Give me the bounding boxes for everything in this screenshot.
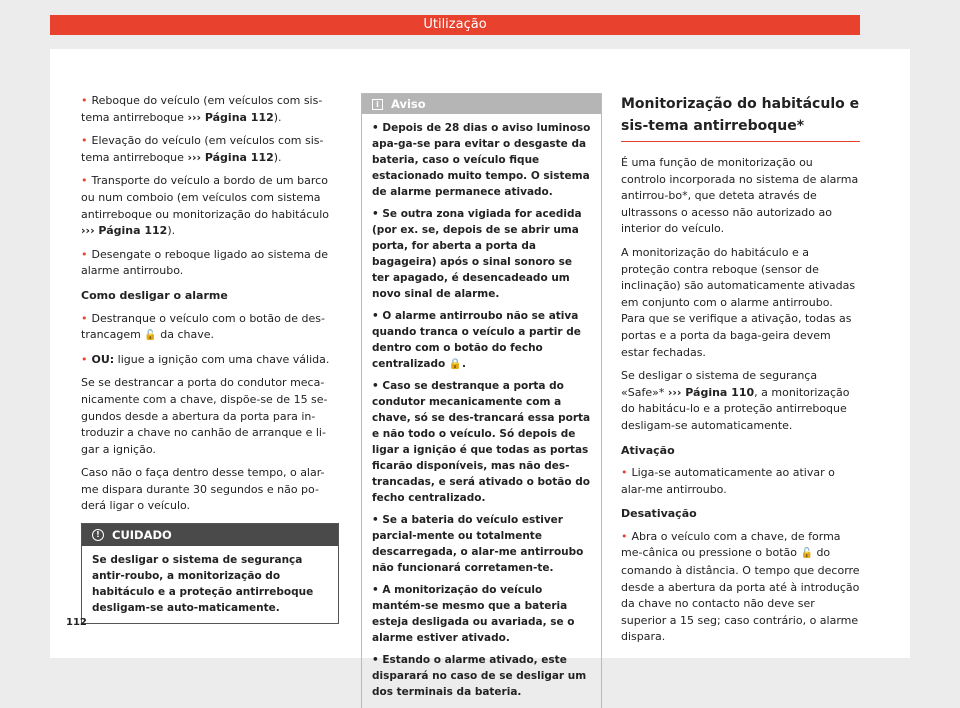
caution-title: CUIDADO — [112, 527, 172, 542]
list-item: • Transporte do veículo a bordo de um barco ou num comboio (em veículos com sistema antirreboque ou monitorização do habitáculo ››› Página 112). — [81, 174, 330, 238]
bullet-icon: • — [372, 514, 379, 526]
notice-header — [362, 94, 601, 114]
column-left — [81, 93, 339, 624]
column-middle — [361, 93, 602, 708]
bullet-icon: • — [81, 94, 88, 107]
list-item: • Se outra zona vigiada for acedida (por ex. se, depois de se abrir uma porta, for aberta a porta da bagageira) após o sinal sonoro se ter apagado, é desencadeado um novo sinal de alarme. — [372, 208, 582, 300]
lock-icon: 🔒 — [448, 358, 462, 370]
bullet-icon: • — [372, 122, 379, 134]
caution-text: Se desligar o sistema de segurança antir-roubo, a monitorização do habitáculo e a proteção antirreboque desligam-se auto-maticamente. — [92, 554, 314, 615]
info-icon: i — [372, 99, 383, 110]
subheading: Ativação — [621, 443, 675, 457]
unlock-icon: 🔓 — [800, 548, 813, 560]
list-item: • OU: ligue a ignição com uma chave válida. — [81, 352, 330, 366]
list-item: • Liga-se automaticamente ao ativar o alar-me antirroubo. — [621, 466, 835, 496]
list-item: • O alarme antirroubo não se ativa quando tranca o veículo a partir de dentro com o botão do fecho centralizado 🔒. — [372, 310, 581, 370]
paragraph: Se desligar o sistema de segurança «Safe»* ››› Página 110, a monitorização do habitácu-lo e a proteção antirreboque desligam-se automaticamente. — [621, 369, 850, 432]
subheading: Como desligar o alarme — [81, 288, 228, 302]
list-item: • Destranque o veículo com o botão de des-trancagem 🔓 da chave. — [81, 311, 339, 345]
unlock-icon: 🔓 — [144, 330, 157, 342]
paragraph: Se se destrancar a porta do condutor meca-nicamente com a chave, dispõe-se de 15 se-gundos desde a abertura da porta para in-troduzir a chave no canhão de arranque e li-gar a ignição. — [81, 376, 328, 456]
bullet-icon: • — [81, 174, 88, 188]
notice-body — [362, 114, 601, 708]
manual-page — [50, 49, 910, 698]
list-item: • Reboque do veículo (em veículos com sis-tema antirreboque ››› Página 112). — [81, 94, 323, 124]
list-item: • Depois de 28 dias o aviso luminoso apa-ga-se para evitar o desgaste da bateria, caso o veículo fique estacionado muito tempo. O sistema de alarme permanece ativado. — [372, 122, 591, 198]
list-item: • A monitorização do veículo mantém-se mesmo que a bateria esteja desligada ou avariada, se o alarme estiver ativado. — [372, 584, 575, 644]
notice-title: Aviso — [391, 96, 426, 111]
list-item: • Estando o alarme ativado, este disparará no caso de se desligar um dos terminais da bateria. — [372, 654, 587, 698]
caution-icon: ! — [92, 529, 104, 541]
page-reference[interactable]: ››› Página 112 — [81, 224, 168, 238]
list-item: • Elevação do veículo (em veículos com sis-tema antirreboque ››› Página 112). — [81, 134, 324, 164]
bullet-icon: • — [372, 208, 379, 220]
bullet-icon: • — [81, 247, 88, 261]
list-item: • Abra o veículo com a chave, de forma me-cânica ou pressione o botão 🔓 do comando à distância. O tempo que decorre desde a abertura da porta até à introdução da chave no contacto não deve ser superior a 15 seg; caso contrário, o alarme dispara. — [621, 529, 860, 644]
bullet-icon: • — [372, 654, 379, 666]
paragraph: A monitorização do habitáculo e a proteção contra reboque (sensor de inclinação) são automaticamente ativadas em conjunto com o alarme antirroubo. Para que se verifique a ativação, todas as portas e a porta da baga-geira devem estar fechadas. — [621, 245, 856, 359]
caution-header — [82, 524, 338, 546]
page-reference[interactable]: ››› Página 112 — [187, 110, 274, 124]
chapter-header — [50, 15, 860, 35]
bullet-icon: • — [372, 310, 379, 322]
page-number: 112 — [66, 617, 87, 628]
caution-box — [81, 523, 339, 624]
paragraph: Caso não o faça dentro desse tempo, o alar-me dispara durante 30 segundos e não po-derá ligar o veículo. — [81, 466, 325, 513]
section-title: Monitorização do habitáculo e sis-tema antirreboque* — [621, 93, 860, 142]
bullet-icon: • — [81, 134, 88, 148]
page-reference[interactable]: ››› Página 110 — [667, 385, 755, 399]
bullet-icon: • — [372, 584, 379, 596]
column-right — [621, 93, 860, 653]
page-reference[interactable]: ››› Página 112 — [187, 150, 274, 164]
bullet-icon: • — [81, 352, 88, 366]
list-item: • Caso se destranque a porta do condutor mecanicamente com a chave, só se des-trancará essa porta e não todo o veículo. Só depois de ligar a ignição é que todas as portas ficarão disponíveis, mas não des-trancadas, e será ativado o botão do fecho centralizado. — [372, 380, 591, 504]
subheading: Desativação — [621, 507, 697, 521]
bullet-icon: • — [621, 529, 628, 543]
list-item: • Desengate o reboque ligado ao sistema de alarme antirroubo. — [81, 247, 329, 278]
bullet-icon: • — [372, 380, 379, 392]
notice-box — [361, 93, 602, 708]
paragraph: É uma função de monitorização ou controlo incorporada no sistema de alarma antirrou-bo*, que deteta através de ultrassons o acesso não autorizado ao interior do veículo. — [621, 156, 859, 236]
chapter-title: Utilização — [423, 17, 487, 32]
bullet-icon: • — [621, 466, 628, 480]
bullet-icon: • — [81, 311, 88, 325]
list-item: • Se a bateria do veículo estiver parcial-mente ou totalmente descarregada, o alar-me antirroubo não funcionará corretamen-te. — [372, 514, 584, 574]
